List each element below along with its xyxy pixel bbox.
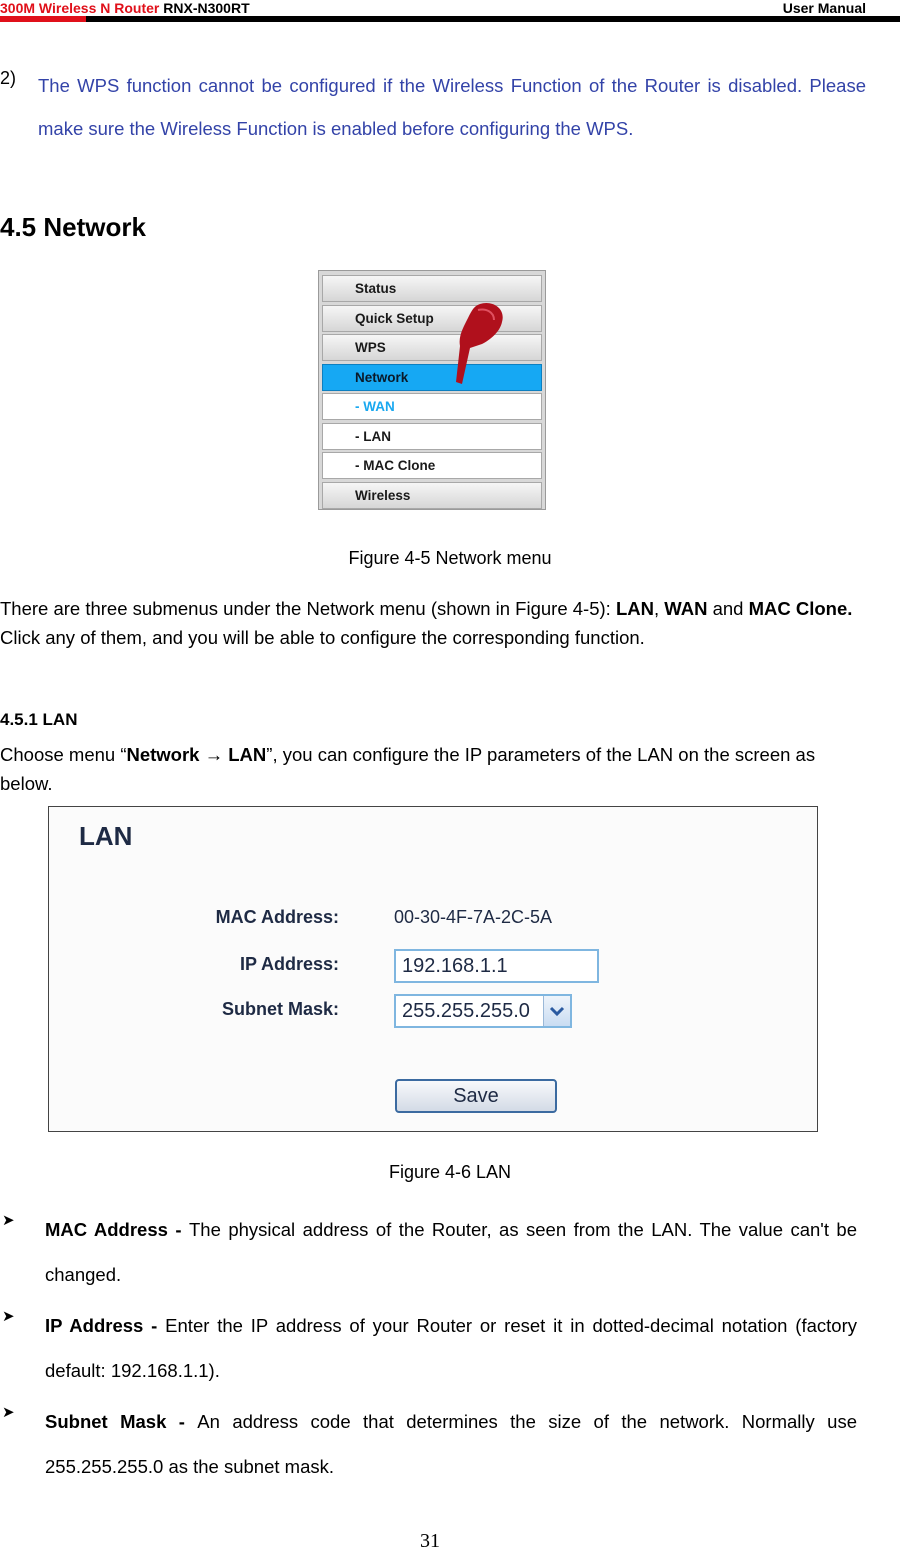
lan-panel-title: LAN <box>79 821 133 851</box>
ip-address-label: IP Address: <box>239 954 339 974</box>
hand-pointer-icon <box>448 300 508 390</box>
ip-address-input[interactable]: 192.168.1.1 <box>394 949 599 983</box>
mac-address-label: MAC Address: <box>215 907 339 927</box>
subnet-mask-dropdown-button[interactable] <box>543 996 570 1026</box>
header-doc-title: User Manual <box>782 0 866 16</box>
header-model: RNX-N300RT <box>163 0 250 16</box>
bullet-text <box>45 1207 857 1297</box>
intro-text-3: and <box>707 598 749 619</box>
intro-bold-lan: LAN <box>615 598 654 619</box>
menu-item-status[interactable]: Status <box>322 275 542 302</box>
bullet-term: MAC Address - <box>45 1219 189 1240</box>
lan-intro-bold: Network → LAN <box>126 744 267 765</box>
bullet-desc: Enter the IP address of your Router or reset it in dotted-decimal notation (factory default: 192.168.1.1). <box>45 1315 857 1381</box>
network-menu-figure <box>318 270 546 510</box>
save-button[interactable]: Save <box>395 1079 557 1113</box>
bullet-arrow-icon: ➤ <box>2 1212 15 1229</box>
bullet-text <box>45 1303 857 1393</box>
bullet-desc: An address code that determines the size of the network. Normally use 255.255.255.0 as the subnet mask. <box>45 1411 857 1477</box>
intro-text-1: There are three submenus under the Network menu (shown in Figure 4-5): <box>0 598 616 619</box>
header-rule <box>0 16 900 22</box>
menu-item-wan[interactable]: - WAN <box>322 393 542 420</box>
bullet-arrow-icon: ➤ <box>2 1404 15 1421</box>
mac-address-value: 00-30-4F-7A-2C-5A <box>394 907 553 927</box>
header-model-red: 300M Wireless N Router <box>0 0 160 16</box>
bullet-text <box>45 1399 857 1489</box>
bullet-arrow-icon: ➤ <box>2 1308 15 1325</box>
subnet-mask-label: Subnet Mask: <box>221 999 339 1019</box>
menu-item-mac-clone[interactable]: - MAC Clone <box>322 452 542 479</box>
lan-intro-text-1: Choose menu “ <box>0 744 127 765</box>
lan-settings-panel <box>48 806 818 1132</box>
menu-item-network[interactable]: Network <box>322 364 542 391</box>
page-number: 31 <box>420 1530 440 1552</box>
menu-item-lan[interactable]: - LAN <box>322 423 542 450</box>
intro-paragraph <box>0 594 860 652</box>
chevron-down-icon <box>544 996 570 1026</box>
subnet-mask-value: 255.255.255.0 <box>402 1000 530 1022</box>
intro-text-4: Click any of them, and you will be able to configure the corresponding function. <box>0 627 645 648</box>
lan-intro-text-2: ”, you can configure the IP parameters of the LAN on the screen as below. <box>0 744 816 794</box>
menu-item-wireless[interactable]: Wireless <box>322 482 542 509</box>
intro-bold-wan: WAN <box>664 598 708 619</box>
bullet-term: IP Address - <box>45 1315 166 1336</box>
lan-intro-paragraph <box>0 740 860 798</box>
menu-item-quick-setup[interactable]: Quick Setup <box>322 305 542 332</box>
header-title <box>0 0 250 16</box>
intro-bold-mac-clone: MAC Clone. <box>748 598 853 619</box>
menu-item-wps[interactable]: WPS <box>322 334 542 361</box>
bullet-desc: The physical address of the Router, as seen from the LAN. The value can't be changed. <box>45 1219 857 1285</box>
bullet-term: Subnet Mask - <box>45 1411 198 1432</box>
intro-text-2: , <box>653 598 665 619</box>
figure-4-5-caption: Figure 4-5 Network menu <box>348 548 552 568</box>
section-title: 4.5 Network <box>0 212 146 242</box>
note-text: The WPS function cannot be configured if the Wireless Function of the Router is disabled. Please make sure the Wireless Function is enabled before configuring the WPS. <box>38 75 866 139</box>
note-number: 2) <box>0 68 17 88</box>
header-rule-accent <box>0 16 86 22</box>
subsection-title: 4.5.1 LAN <box>0 710 78 729</box>
figure-4-6-caption: Figure 4-6 LAN <box>388 1162 512 1182</box>
subnet-mask-select[interactable] <box>394 994 572 1028</box>
